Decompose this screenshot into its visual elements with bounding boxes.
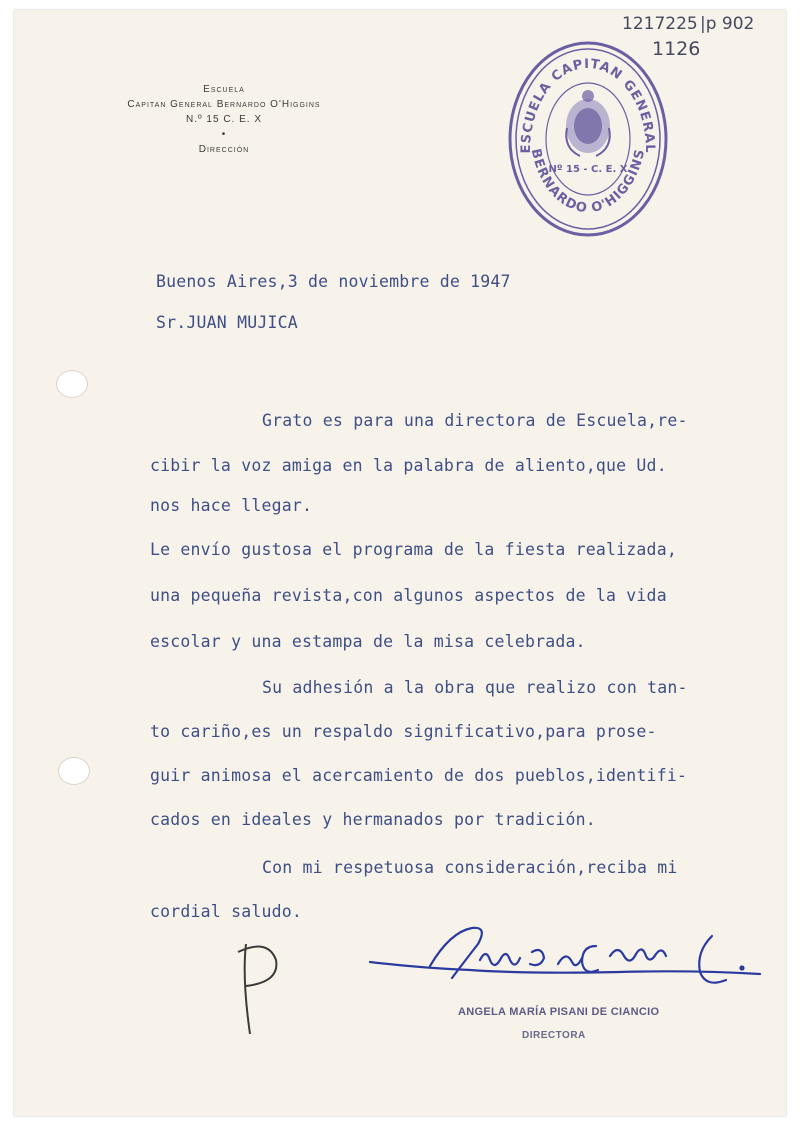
body-line: una pequeña revista,con algunos aspectos de la vida [150, 586, 667, 605]
coat-of-arms-icon [566, 90, 610, 156]
date-line: Buenos Aires,3 de noviembre de 1947 [156, 272, 511, 291]
body-line: to cariño,es un respaldo significativo,para prose- [150, 722, 657, 741]
archive-number: 1217225 [622, 14, 698, 34]
school-seal-stamp [505, 38, 671, 240]
letterhead [84, 82, 364, 157]
letterhead-number: N.º 15 C. E. X [185, 114, 262, 125]
archive-page-text: p 902 [705, 14, 755, 34]
body-line: guir animosa el acercamiento de dos pueblos,identifi- [150, 766, 688, 785]
letterhead-direction: Dirección [198, 144, 250, 155]
handwritten-signature [360, 922, 780, 1002]
closing-line: cordial saludo. [150, 902, 303, 921]
punch-hole-bottom [58, 757, 90, 785]
archive-count: 1126 [652, 38, 701, 60]
letterhead-dot: • [221, 129, 227, 140]
body-line: cados en ideales y hermanados por tradición. [150, 810, 596, 829]
body-line: Grato es para una directora de Escuela,re- [262, 411, 688, 430]
letterhead-school-name: Capitan General Bernardo O'Higgins [127, 99, 321, 110]
closing-line: Con mi respetuosa consideración,reciba mi [262, 858, 678, 877]
punch-hole-top [56, 370, 88, 398]
body-line: nos hace llegar. [150, 496, 313, 515]
body-line: cibir la voz amiga en la palabra de aliento,que Ud. [150, 456, 667, 475]
letterhead-school: Escuela [203, 84, 245, 95]
body-line: Le envío gustosa el programa de la fiesta realizada, [150, 540, 677, 559]
svg-text:BERNARDO O'HIGGINS [528, 147, 649, 216]
body-line: Su adhesión a la obra que realizo con tan- [262, 678, 688, 697]
archive-page: |p 902 [700, 14, 755, 34]
signer-title: DIRECTORA [522, 1030, 586, 1041]
signer-name: ANGELA MARÍA PISANI DE CIANCIO [458, 1006, 660, 1018]
stamp-text-top: ESCUELA CAPITAN GENERAL [518, 56, 658, 154]
marginal-p-mark [228, 938, 298, 1038]
stamp-text-bottom: BERNARDO O'HIGGINS [527, 147, 649, 217]
body-line: escolar y una estampa de la misa celebrada. [150, 632, 586, 651]
stamp-text-inner: Nº 15 - C. E. X [548, 164, 628, 175]
recipient-line: Sr.JUAN MUJICA [156, 313, 298, 332]
